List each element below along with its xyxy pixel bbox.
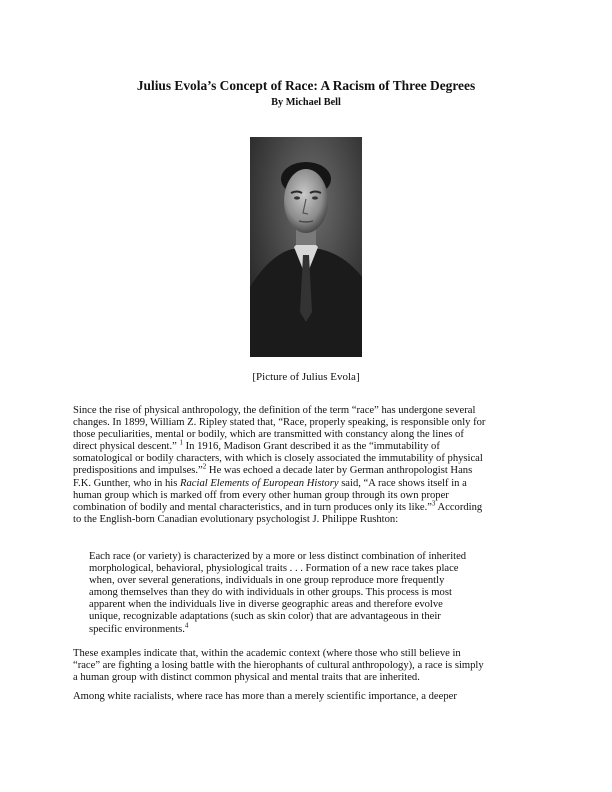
text-line: direct physical descent.” $^1$ In 1916, Madison Grant described it as the “immutability of xyxy=(73,438,440,453)
text-line: somatological or bodily characters, with which is closely associated the immutability of physical xyxy=(73,453,483,465)
block-quote xyxy=(89,551,529,636)
text-line: Since the rise of physical anthropology, the definition of the term “race” has undergone several xyxy=(73,405,476,416)
text-line: Among white racialists, where race has more than a merely scientific importance, a deeper xyxy=(73,691,457,702)
text-line: a human group with distinct common physical and mental traits that are inherited. xyxy=(73,672,420,684)
text-line: These examples indicate that, within the academic context (where those who still believe in xyxy=(73,648,461,659)
paragraph-3 xyxy=(73,691,543,703)
text-line: predispositions and impulses.”$^2$ He was echoed a decade later by German anthropologist Hans xyxy=(73,462,473,477)
text-line: apparent when the individuals live in diverse geographic areas and therefore evolve xyxy=(89,599,443,611)
text-line: when, over several generations, individuals in one group reproduce more frequently xyxy=(89,575,445,587)
text-line: specific environments.$^4$ xyxy=(89,621,189,635)
portrait-photo xyxy=(250,137,362,357)
text-line: Each race (or variety) is characterized by a more or less distinct combination of inherited xyxy=(89,551,467,562)
footnote-ref: 2 xyxy=(202,462,207,471)
photo-caption: [Picture of Julius Evola] xyxy=(252,371,360,383)
text-line: changes. In 1899, William Z. Ripley stated that, “Race, properly speaking, is responsible only for xyxy=(73,417,486,429)
paragraph-1 xyxy=(73,405,543,526)
text-line: F.K. Gunther, who in his Racial Elements of European History said, “A race shows itself in a xyxy=(73,477,467,489)
book-title: Racial Elements of European History xyxy=(180,477,339,489)
paragraph-2 xyxy=(73,648,543,684)
author-byline: By Michael Bell xyxy=(271,97,341,108)
text-line: human group which is marked off from every other human group through its own proper xyxy=(73,489,449,501)
text-line: morphological, behavioral, physiological traits . . . Formation of a new race takes place xyxy=(89,563,459,575)
text-line: “race” are fighting a losing battle with the hierophants of cultural anthropology), a race is simply xyxy=(73,660,484,672)
document-title: Julius Evola’s Concept of Race: A Racism of Three Degrees xyxy=(136,78,476,93)
text-line: unique, recognizable adaptations (such as skin color) that are advantageous in their xyxy=(89,611,441,623)
text-line: to the English-born Canadian evolutionary psychologist J. Philippe Rushton: xyxy=(73,513,399,525)
footnote-ref: 1 xyxy=(179,438,183,447)
footnote-ref: 4 xyxy=(184,621,189,630)
footnote-ref: 3 xyxy=(431,499,436,508)
text-line: among themselves than they do with individuals in other groups. This process is most xyxy=(89,587,452,599)
text-line: those peculiarities, mental or bodily, which are transmitted with constancy along the lines of xyxy=(73,429,464,441)
text-line: combination of bodily and mental characteristics, and in turn produces only its like.”$^3$ According xyxy=(73,499,483,513)
